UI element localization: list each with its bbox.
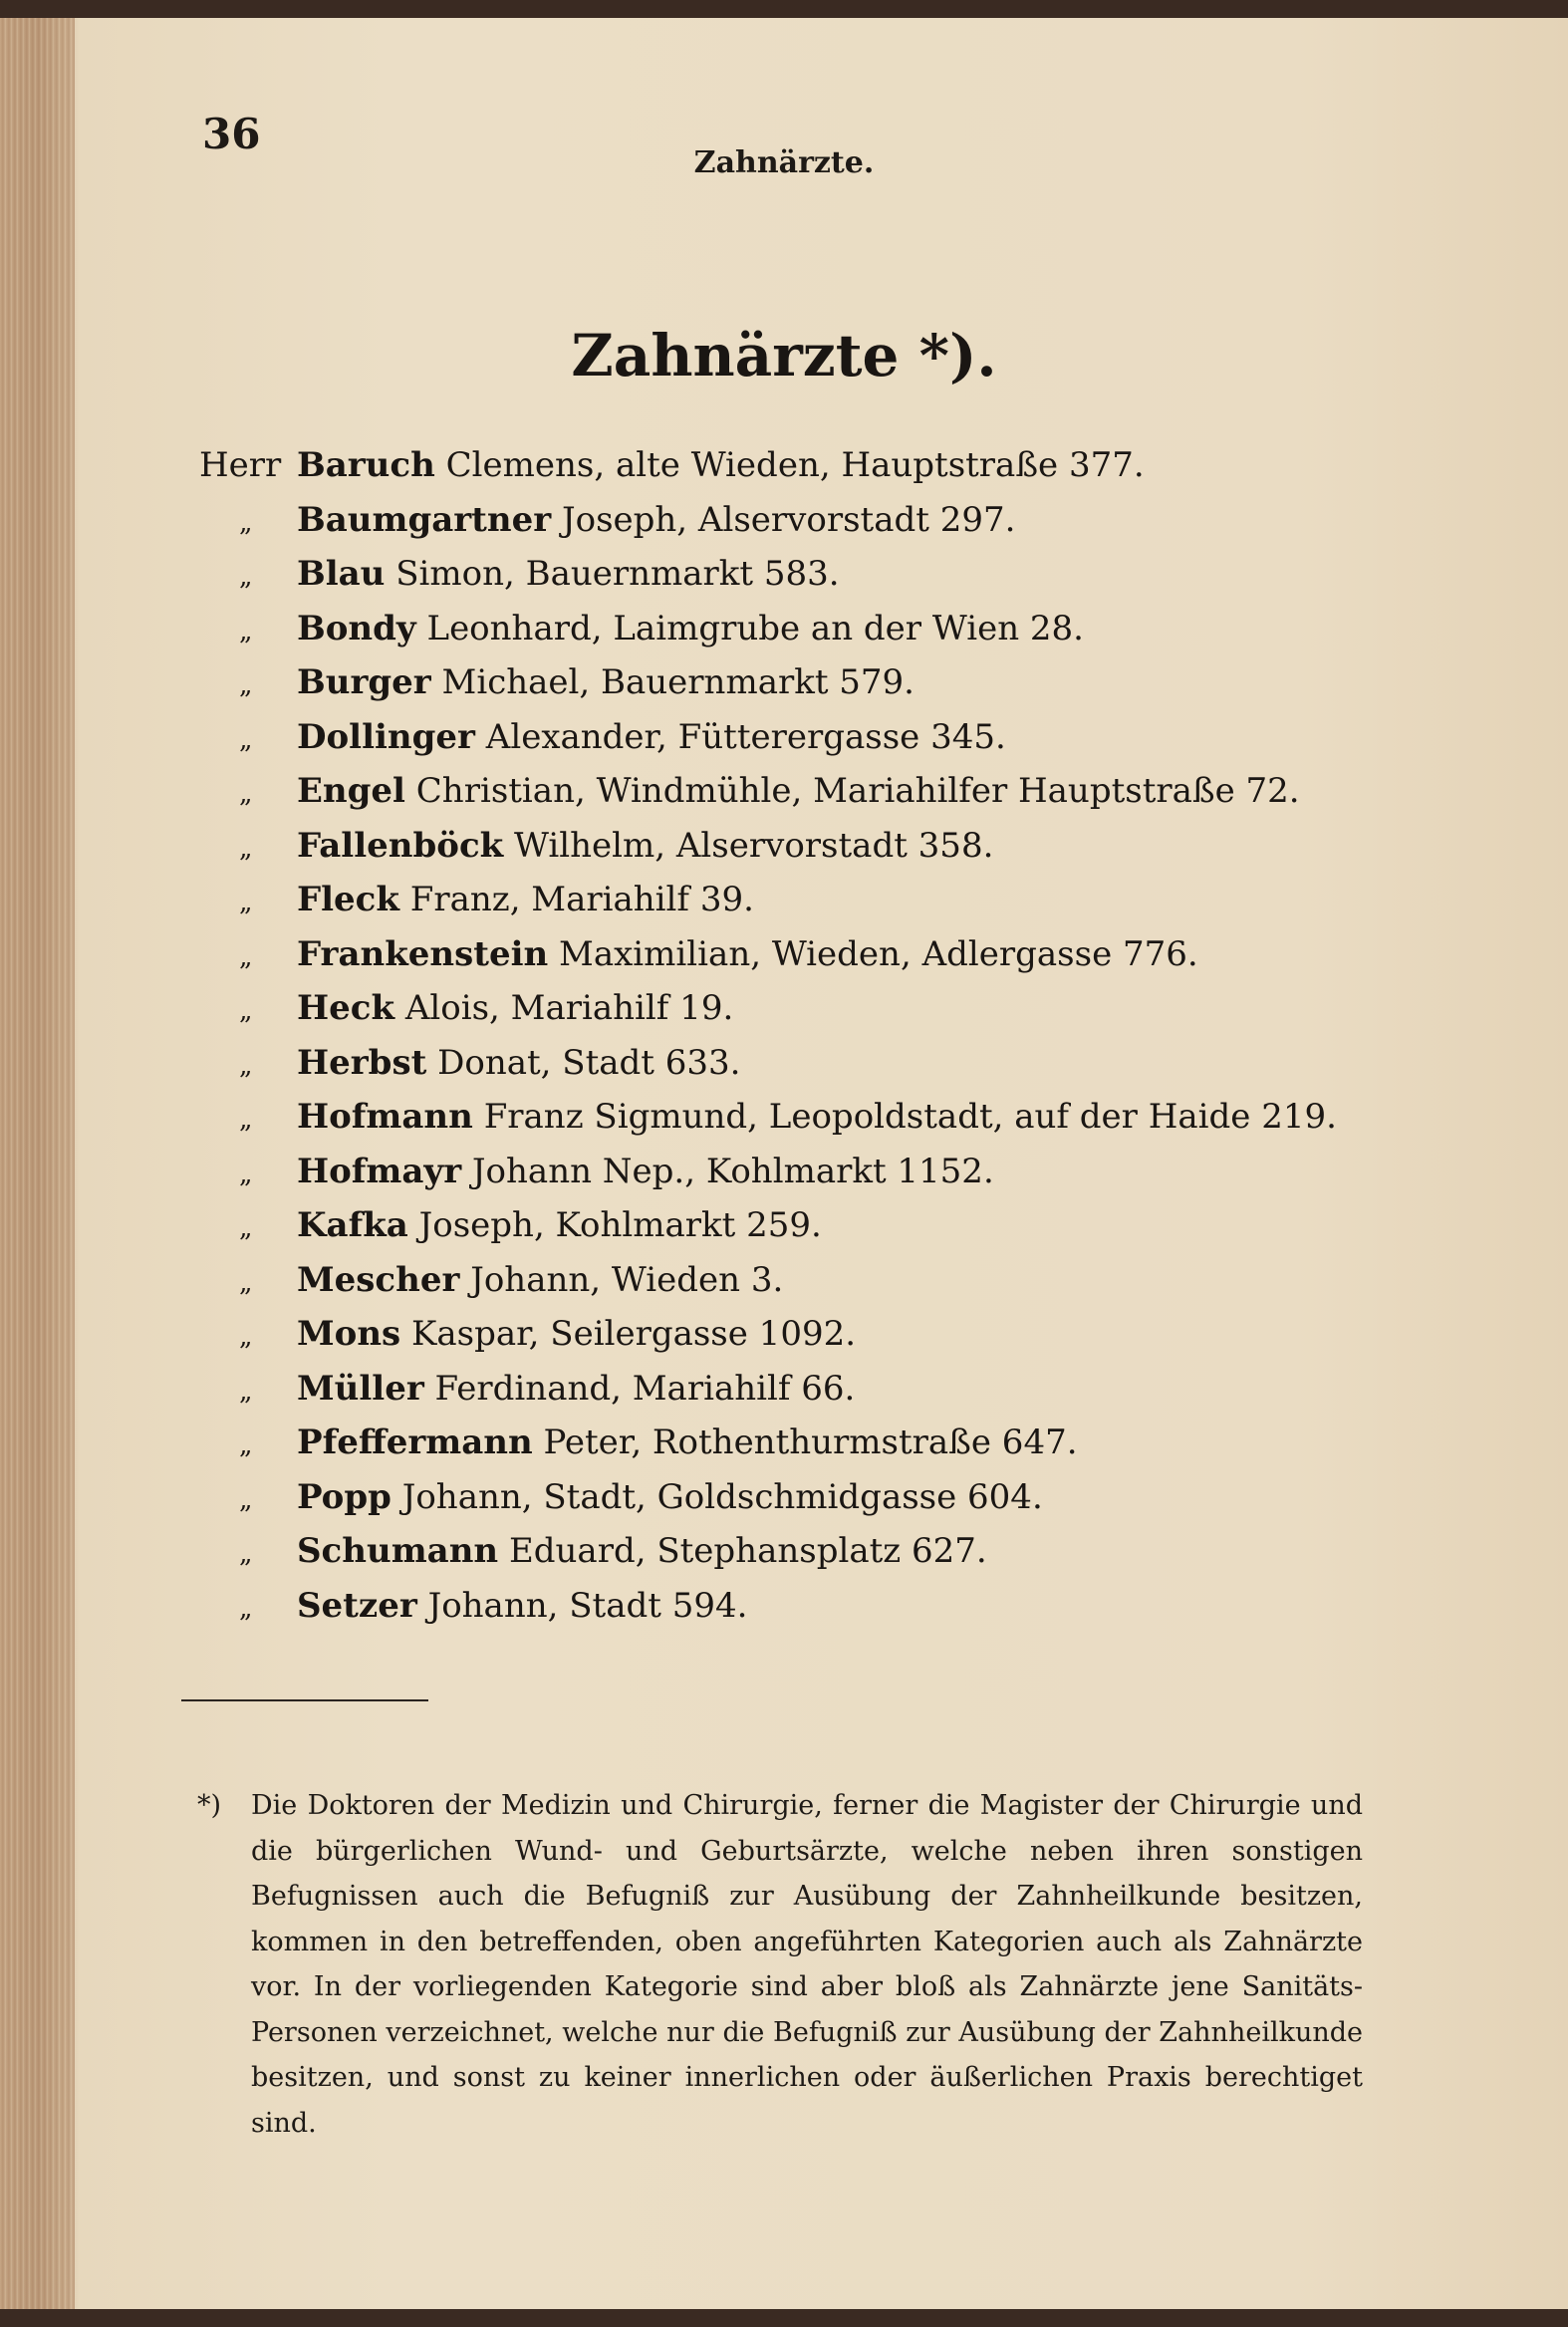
entry-surname: Engel [297,771,405,811]
entry-surname: Bondy [297,608,416,648]
list-item [199,1470,1494,1525]
entry-surname: Kafka [297,1205,408,1245]
entry-prefix: „ [239,1322,253,1352]
entry-prefix: Herr [199,445,282,485]
book-page [0,18,1568,2309]
footnote-mark: *) [197,1790,222,1821]
entry-details: Peter, Rothenthurmstraße 647. [543,1422,1078,1462]
list-item [199,1198,1494,1253]
list-item [199,819,1494,874]
entry-prefix: „ [239,1159,253,1189]
entry-details: Donat, Stadt 633. [437,1042,741,1083]
entry-prefix: „ [239,670,253,700]
entry-surname: Müller [297,1368,424,1409]
list-item [199,1362,1494,1417]
entry-prefix: „ [239,1050,253,1081]
list-item [199,981,1494,1036]
entry-prefix: „ [239,779,253,809]
footnote-text: Die Doktoren der Medizin und Chirurgie, ferner die Magister der Chirurgie und die bürgerlichen Wund- und Geburtsärzte, welche neben ihren sonstigen Befugnissen auch die Befugniß zur Ausübung der Zahnheilkunde besitzen, kommen in den betreffenden, oben angeführten Kategorien auch als Zahnärzte vor. In der vorliegenden Kategorie sind aber bloß als Zahnärzte jene Sanitäts-Personen verzeichnet, welche nur die Befugniß zur Ausübung der Zahnheilkunde besitzen, und sonst zu keiner innerlichen oder äußerlichen Praxis berechtiget sind. [251,1790,1363,2139]
entry-details: Alois, Mariahilf 19. [404,988,734,1028]
list-item [199,1307,1494,1362]
entry-prefix: „ [239,1213,253,1243]
entry-prefix: „ [239,1430,253,1460]
entry-details: Franz Sigmund, Leopoldstadt, auf der Haide 219. [483,1097,1337,1137]
entry-details: Kaspar, Seilergasse 1092. [411,1314,857,1354]
entry-prefix: „ [239,724,253,755]
list-item [199,655,1494,710]
entry-surname: Baruch [297,445,435,485]
list-item [199,602,1494,656]
entry-surname: Fleck [297,880,399,919]
entry-details: Maximilian, Wieden, Adlergasse 776. [559,933,1198,974]
list-item [199,1416,1494,1470]
entry-surname: Burger [297,662,431,702]
entry-prefix: „ [239,941,253,972]
entry-details: Joseph, Alservorstadt 297. [561,499,1016,540]
list-item [199,438,1494,493]
entry-surname: Popp [297,1476,392,1517]
entry-surname: Hofmayr [297,1151,462,1191]
entry-surname: Pfeffermann [297,1422,533,1462]
entry-surname: Herbst [297,1042,427,1083]
entry-prefix: „ [239,1484,253,1515]
section-title: Zahnärzte *). [571,322,997,389]
entry-details: Leonhard, Laimgrube an der Wien 28. [426,608,1084,648]
entry-details: Joseph, Kohlmarkt 259. [418,1205,822,1245]
entry-prefix: „ [239,1539,253,1569]
entry-surname: Hofmann [297,1097,473,1137]
entry-surname: Mescher [297,1259,460,1300]
page-number: 36 [202,110,261,158]
entry-prefix: „ [239,833,253,864]
entry-surname: Fallenböck [297,825,504,866]
entry-details: Johann, Wieden 3. [470,1259,784,1300]
entry-prefix: „ [239,616,253,646]
entry-details: Johann Nep., Kohlmarkt 1152. [471,1151,994,1191]
entry-surname: Frankenstein [297,933,549,974]
entry-details: Ferdinand, Mariahilf 66. [434,1368,856,1409]
list-item [199,1524,1494,1579]
entry-details: Alexander, Fütterergasse 345. [485,716,1006,757]
entry-details: Michael, Bauernmarkt 579. [441,662,915,702]
entry-prefix: „ [239,1105,253,1135]
running-head: Zahnärzte. [693,145,875,180]
list-item [199,873,1494,927]
entry-prefix: „ [239,1593,253,1624]
entry-details: Johann, Stadt 594. [427,1585,748,1626]
list-item [199,764,1494,819]
list-item [199,1145,1494,1199]
entry-surname: Blau [297,554,386,594]
entry-details: Franz, Mariahilf 39. [409,880,754,919]
entry-surname: Heck [297,988,395,1028]
entry-surname: Schumann [297,1531,499,1571]
list-item [199,1036,1494,1091]
list-item [199,547,1494,602]
list-item [199,1579,1494,1634]
dentist-list [199,438,1494,1633]
entry-details: Christian, Windmühle, Mariahilfer Hauptstraße 72. [415,771,1300,811]
entry-surname: Baumgartner [297,499,552,540]
list-item [199,1090,1494,1145]
entry-details: Clemens, alte Wieden, Hauptstraße 377. [445,445,1145,485]
entry-details: Eduard, Stephansplatz 627. [508,1531,987,1571]
entry-surname: Setzer [297,1585,417,1626]
entry-prefix: „ [239,996,253,1026]
list-item [199,1253,1494,1308]
entry-prefix: „ [239,1267,253,1298]
entry-prefix: „ [239,888,253,917]
list-item [199,493,1494,548]
list-item [199,710,1494,765]
entry-details: Wilhelm, Alservorstadt 358. [514,825,994,866]
entry-prefix: „ [239,562,253,592]
entry-details: Johann, Stadt, Goldschmidgasse 604. [401,1476,1043,1517]
entry-prefix: „ [239,1376,253,1407]
footnote [199,1783,1363,2146]
list-item [199,927,1494,982]
entry-surname: Mons [297,1314,401,1354]
entry-details: Simon, Bauernmarkt 583. [395,554,840,594]
entry-surname: Dollinger [297,716,475,757]
footnote-divider [181,1699,428,1701]
entry-prefix: „ [239,507,253,538]
